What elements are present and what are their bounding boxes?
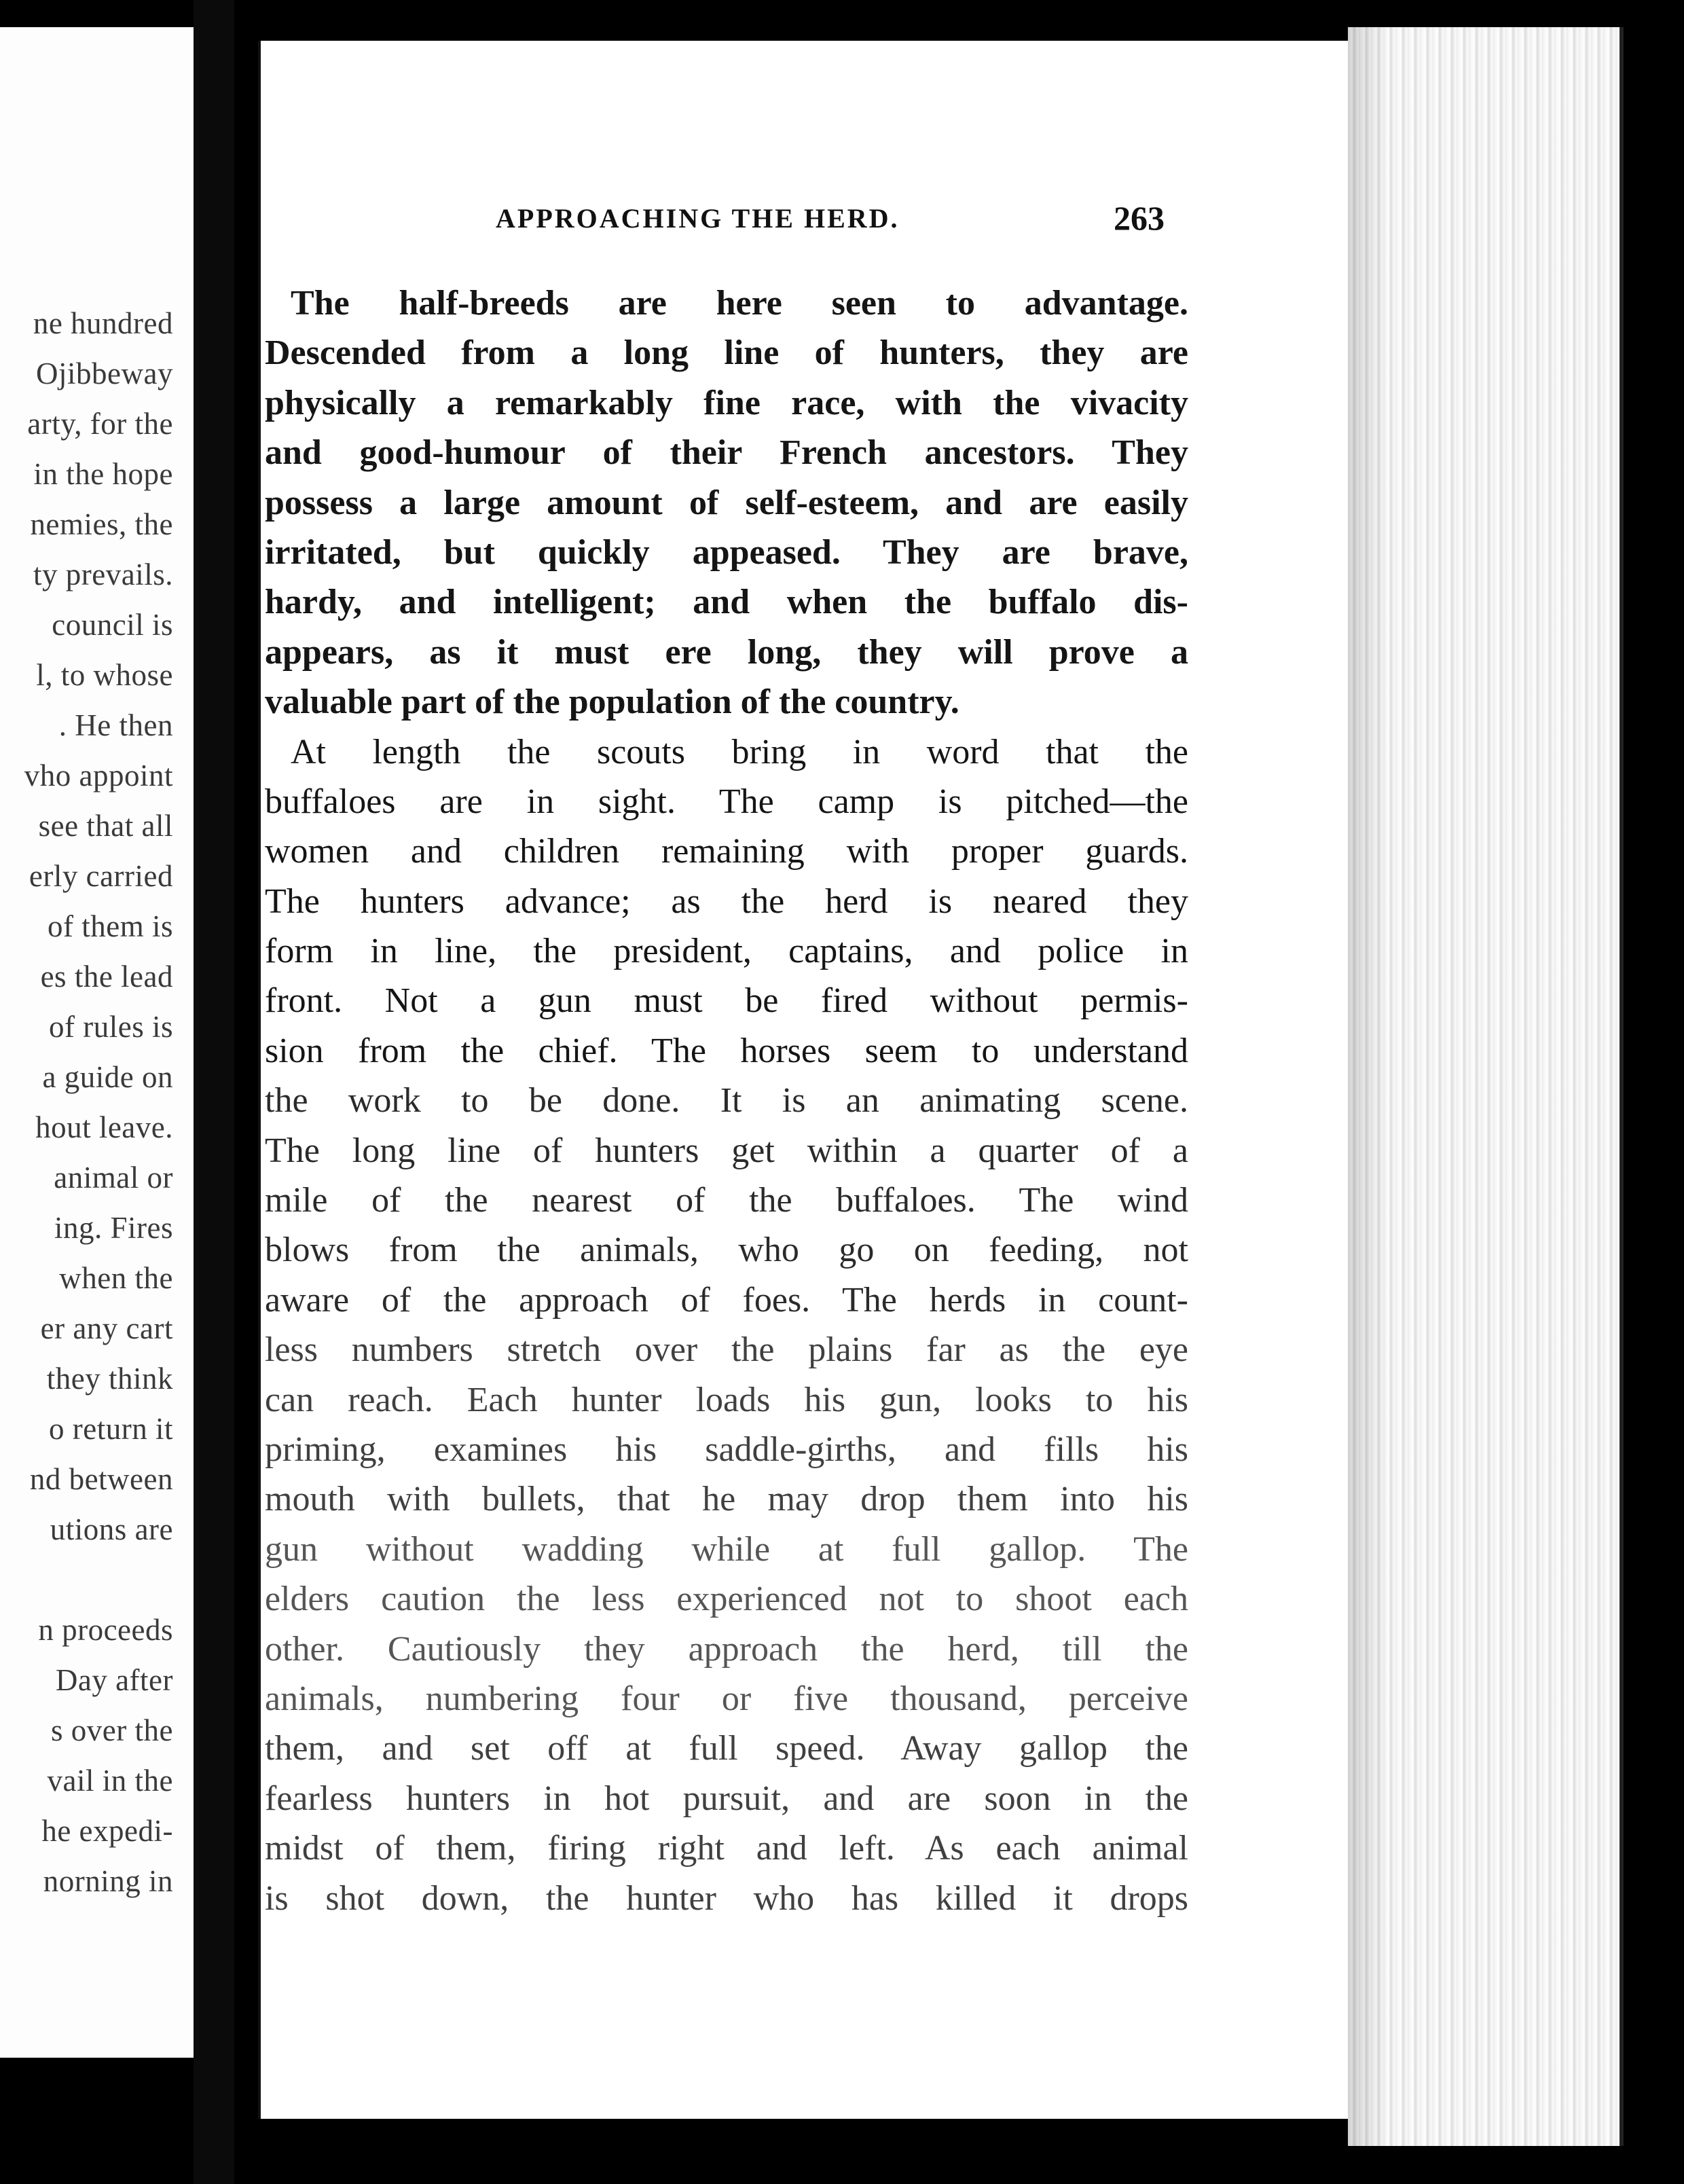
text-line: appears, as it must ere long, they will prove a <box>265 632 1188 672</box>
text-line: animals, numbering four or five thousand, perceive <box>265 1679 1188 1718</box>
text-line: buffaloes are in sight. The camp is pitched—the <box>265 782 1188 821</box>
left-page-line: norning in <box>43 1864 173 1898</box>
left-page-line: es the lead <box>40 960 173 994</box>
left-page-line: n proceeds <box>38 1613 173 1647</box>
text-line: mouth with bullets, that he may drop them into his <box>265 1480 1188 1519</box>
text-line: The hunters advance; as the herd is neared they <box>265 881 1188 921</box>
left-page-line: of rules is <box>49 1010 173 1044</box>
left-page-line: hout leave. <box>35 1110 173 1144</box>
left-page-line: when the <box>59 1261 173 1295</box>
left-page-line: ne hundred <box>33 306 173 340</box>
left-page-line: animal or <box>54 1161 173 1195</box>
left-page-line: in the hope <box>33 457 173 491</box>
text-line: The half-breeds are here seen to advantage. <box>291 284 1188 323</box>
text-line: elders caution the less experienced not to shoot each <box>265 1580 1188 1619</box>
book-gutter <box>194 0 234 2184</box>
left-page-line: council is <box>52 608 173 642</box>
left-page-line: . He then <box>58 708 173 742</box>
left-page-line: see that all <box>38 809 173 843</box>
left-page-line: s over the <box>51 1713 173 1747</box>
left-page-line: o return it <box>49 1412 173 1446</box>
text-line: fearless hunters in hot pursuit, and are soon in the <box>265 1779 1188 1818</box>
left-page-line: of them is <box>48 909 173 943</box>
left-facing-page <box>0 27 194 2058</box>
text-line: form in line, the president, captains, and police in <box>265 932 1188 971</box>
left-page-line: ty prevails. <box>33 558 173 592</box>
text-line: front. Not a gun must be fired without permis- <box>265 981 1188 1021</box>
left-page-line: nemies, the <box>30 507 173 541</box>
left-page-line: vail in the <box>47 1764 173 1798</box>
page-number: 263 <box>1114 199 1165 237</box>
left-page-line: utions are <box>50 1512 173 1546</box>
text-line: is shot down, the hunter who has killed it drops <box>265 1878 1188 1918</box>
body-text <box>265 278 1188 1923</box>
text-line: other. Cautiously they approach the herd, till the <box>265 1629 1188 1669</box>
text-line: hardy, and intelligent; and when the buffalo dis- <box>265 583 1188 622</box>
text-line: and good-humour of their French ancestors. They <box>265 433 1188 473</box>
text-line: priming, examines his saddle-girths, and fills his <box>265 1430 1188 1469</box>
left-page-line: ing. Fires <box>54 1211 173 1245</box>
text-line: midst of them, firing right and left. As each animal <box>265 1829 1188 1868</box>
left-page-line: l, to whose <box>36 658 173 692</box>
text-line: less numbers stretch over the plains far as the eye <box>265 1330 1188 1370</box>
left-page-line: they think <box>46 1362 173 1396</box>
text-line: At length the scouts bring in word that the <box>291 732 1188 771</box>
page-edge-shadow <box>1348 27 1389 2146</box>
text-line: possess a large amount of self-esteem, and are easily <box>265 483 1188 522</box>
text-line: can reach. Each hunter loads his gun, looks to his <box>265 1380 1188 1419</box>
left-page-line: a guide on <box>42 1060 173 1094</box>
text-line: the work to be done. It is an animating scene. <box>265 1081 1188 1121</box>
text-line: valuable part of the population of the country. <box>265 682 959 722</box>
text-line: Descended from a long line of hunters, they are <box>265 333 1188 373</box>
left-page-line: he expedi- <box>41 1814 173 1848</box>
left-page-line: er any cart <box>40 1311 173 1345</box>
text-line: The long line of hunters get within a quarter of a <box>265 1131 1188 1170</box>
text-line: mile of the nearest of the buffaloes. The wind <box>265 1181 1188 1220</box>
text-line: gun without wadding while at full gallop. The <box>265 1529 1188 1569</box>
text-line: women and children remaining with proper guards. <box>265 832 1188 871</box>
text-line: physically a remarkably fine race, with the vivacity <box>265 383 1188 422</box>
text-line: irritated, but quickly appeased. They are brave, <box>265 532 1188 572</box>
left-page-line: arty, for the <box>27 407 173 441</box>
text-line: them, and set off at full speed. Away gallop the <box>265 1729 1188 1768</box>
left-page-line: vho appoint <box>24 759 173 793</box>
text-line: aware of the approach of foes. The herds in count- <box>265 1280 1188 1320</box>
text-line: sion from the chief. The horses seem to understand <box>265 1031 1188 1070</box>
running-head: APPROACHING THE HERD. <box>496 203 900 234</box>
text-line: blows from the animals, who go on feeding, not <box>265 1231 1188 1270</box>
left-page-line: Day after <box>55 1663 173 1697</box>
left-page-line: Ojibbeway <box>36 357 173 390</box>
left-page-line: nd between <box>29 1462 173 1496</box>
page-edge-stack <box>1348 27 1624 2146</box>
left-page-line: erly carried <box>29 859 173 893</box>
